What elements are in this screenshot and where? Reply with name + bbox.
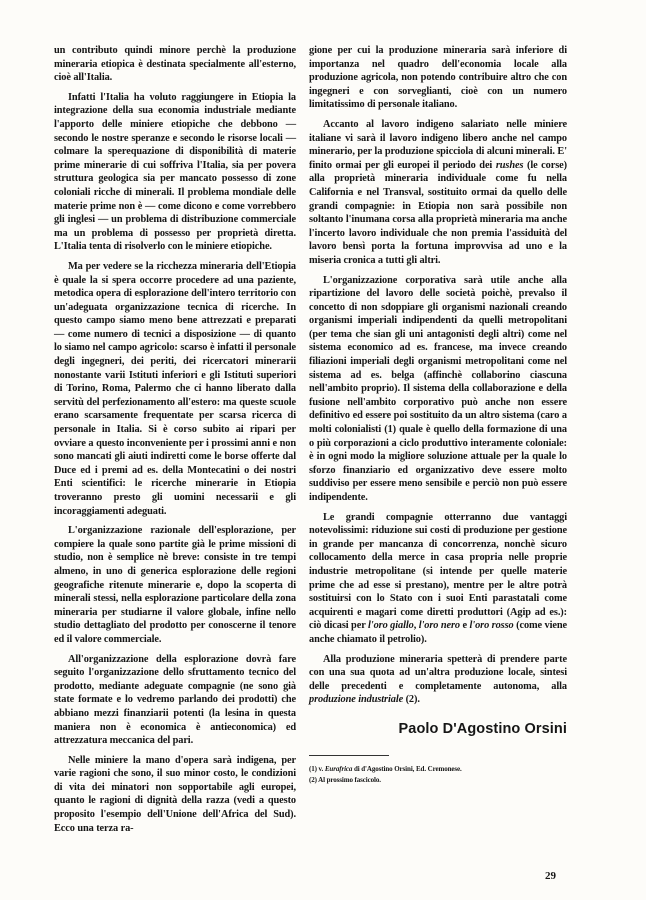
text-run: ,: [413, 620, 419, 632]
italic-term: produzione industriale: [309, 694, 404, 706]
italic-term: l'oro giallo: [368, 620, 414, 632]
italic-term: rushes: [495, 159, 524, 171]
author-signature: Paolo D'Agostino Orsini: [398, 720, 567, 737]
paragraph: Nelle miniere la mano d'opera sarà indigena, per varie ragioni che sono, il suo minor costo, le condizioni di vita dei minatori non sopportabile agli europei, quanto le ragioni di dignità della razza (vedi a questo proposito l'esempio dell'Unione dell'Africa del Sud). Ecco una terza ra-: [54, 754, 296, 834]
paragraph: [309, 511, 567, 647]
italic-term: l'oro nero: [418, 620, 460, 632]
footnote: (2) Al prossimo fascicolo.: [309, 775, 381, 784]
text-run: Le grandi compagnie otterranno due vantaggi notevolissimi: riduzione sui costi di produzione per gestione in grande per mancanza di concorrenza, nonchè sicuro collocamento della merce in casa propria nelle proprie industrie metropolitane (si intende per quelle materie prime che ad esse si prestano), mentre per le altre potrà sostituirsi con lo Stato con i suoi Enti parastatali come acquirenti e magari come diretti produttori (Agip ad es.): ciò dicasi per: [309, 511, 567, 632]
paragraph: [309, 653, 567, 707]
paragraph: L'organizzazione corporativa sarà utile anche alla ripartizione del lavoro delle società poichè, prevalso il concetto di non sdoppiare gli organismi nazionali creando organismi imperiali indipendenti da quelli metropolitani (per tema che sian gli uni antagonisti degli altri) come nel sistema economico ad es. francese, ma invece creando filiazioni imperiali degli organismi metropolitani come nel sistema ad es. belga (affinchè collaborino ciascuna nell'ambito proprio). Il sistema della collaborazione e della fusione nell'ambito corporativo può anche non essere definitivo ed essere poi sostituito da un altro sistema (caro a molti colonialisti (1) quale è quello della formazione di una o più corporazioni a ciclo produttivo interamente coloniale: è in ogni modo la migliore soluzione attuale per la quale lo sforzo finanziario ed organizzativo deve essere molto suddiviso per essere meno sensibile e perciò non può essere indipendente.: [309, 274, 567, 503]
right-column: [309, 44, 567, 786]
text-run: di d'Agostino Orsini, Ed. Cremonese.: [352, 764, 462, 773]
footnote: [309, 764, 567, 775]
text-run: Alla produzione mineraria spetterà di prendere parte con una sua quota ad un'altra produzione locale, sintesi delle precedenti e completamente autonoma, alla: [309, 653, 567, 692]
text-run: e: [460, 620, 470, 632]
text-run: (le corse) alla proprietà mineraria individuale come fu nella California e nel Transval, sostituito ormai da quello delle grandi compagnie: in Etiopia non sarà possibile non soltanto l'inumana corsa alla proprietà mineraria ma anche l'incerto lavoro individuale che non premia l'assiduità del lavoro bensì porta la fortuna improvvisa ad uno e la miseria cronica a tutti gli altri.: [309, 159, 567, 266]
italic-term: l'oro rosso: [469, 620, 514, 632]
paragraph: gione per cui la produzione mineraria sarà inferiore di importanza nel quadro dell'economia locale alla produzione agricola, non potendo contribuire altro che con ingegneri e con sorveglianti, cioè con un numero limitatissimo di personale italiano.: [309, 45, 567, 111]
italic-term: Eurafrica: [324, 764, 353, 773]
footnote-divider: [309, 755, 389, 756]
paragraph: L'organizzazione razionale dell'esplorazione, per compiere la quale sono partite già le prime missioni di studio, non è semplice nè breve: consiste in tre tempi almeno, in uno di generica esplorazione delle regioni geografiche ritenute minerarie e, dopo la scoperta di minerali stessi, nella esplorazione particolare della zona mineraria per studiarne il valore globale, infine nello studio dettagliato del prodotto per conoscerne il tenore ed il valore commerciale.: [54, 525, 296, 645]
text-run: (come viene anche chiamato il petrolio).: [309, 620, 568, 645]
paragraph: [309, 118, 567, 268]
paragraph: Ma per vedere se la ricchezza mineraria dell'Etiopia è quale la si spera occorre procedere ad una paziente, metodica opera di esplorazione dell'intero territorio con un'adeguata organizzazione tecnica di ricerche. In questo campo siamo meno bene attrezzati e preparati — come numero di tecnici a disposizione — di quanto lo siamo nel campo agricolo: scarso è infatti il personale degli ingegneri, dei periti, dei ricercatori minerarii nonostante varii Istituti inferiori e gli Istituti superiori di Torino, Roma, Palermo che ci hanno liberato dalla servitù del perfezionamento all'estero: ma queste scuole erano scarsamente frequentate per scarsa ricerca di personale in Italia. Si è corso subito ai ripari per ovviare a questo inconveniente per i prossimi anni e non sono mancati gli aiuti indiretti come le borse offerte dal Duce ed i premi ad es. della Montecatini o dei nostri Enti scientifici: le ricerche minerarie in Etiopia troveranno presto gli uomini necessarii e gli incoraggiamenti adeguati.: [54, 260, 296, 517]
text-run: (1) v.: [309, 764, 325, 773]
left-column: [54, 44, 296, 841]
text-run: Accanto al lavoro indigeno salariato nelle miniere italiane vi sarà il lavoro indigeno libero anche nel campo minerario, per la produzione spicciola di alcuni minerali. E' finito ormai per gli europei il periodo dei: [309, 118, 567, 171]
text-run: (2).: [403, 694, 420, 706]
paragraph: un contributo quindi minore perchè la produzione mineraria etiopica è destinata specialmente all'esterno, cioè all'Italia.: [54, 45, 296, 84]
paragraph: Infatti l'Italia ha voluto raggiungere in Etiopia la integrazione della sua economia industriale mediante l'apporto delle miniere etiopiche che debbono — secondo le nostre speranze e secondo le risorse locali — colmare la sperequazione di disponibilità di materie prime minerarie di cui soffriva l'Italia, sia per povera struttura geologica sia per mancato possesso di zone coloniali ricche di minerali. Il problema mondiale delle materie prime non è — come dicono e come vorrebbero gli inglesi — un problema di distribuzione commerciale ma un problema di possesso per proprietà diretta. L'Italia tenta di risolverlo con le miniere etiopiche.: [54, 91, 296, 253]
page-number: 29: [545, 870, 556, 882]
paragraph: All'organizzazione della esplorazione dovrà fare seguito l'organizzazione dello sfruttamento tecnico del prodotto, mediante adeguate compagnie (ne sono già state formate e lo vedremo parlando dei prodotti) che abbiano mezzi finanziarii potenti (la lesina in questa maniera non è economica è antieconomica) ed attrezzatura meccanica del pari.: [54, 653, 296, 747]
